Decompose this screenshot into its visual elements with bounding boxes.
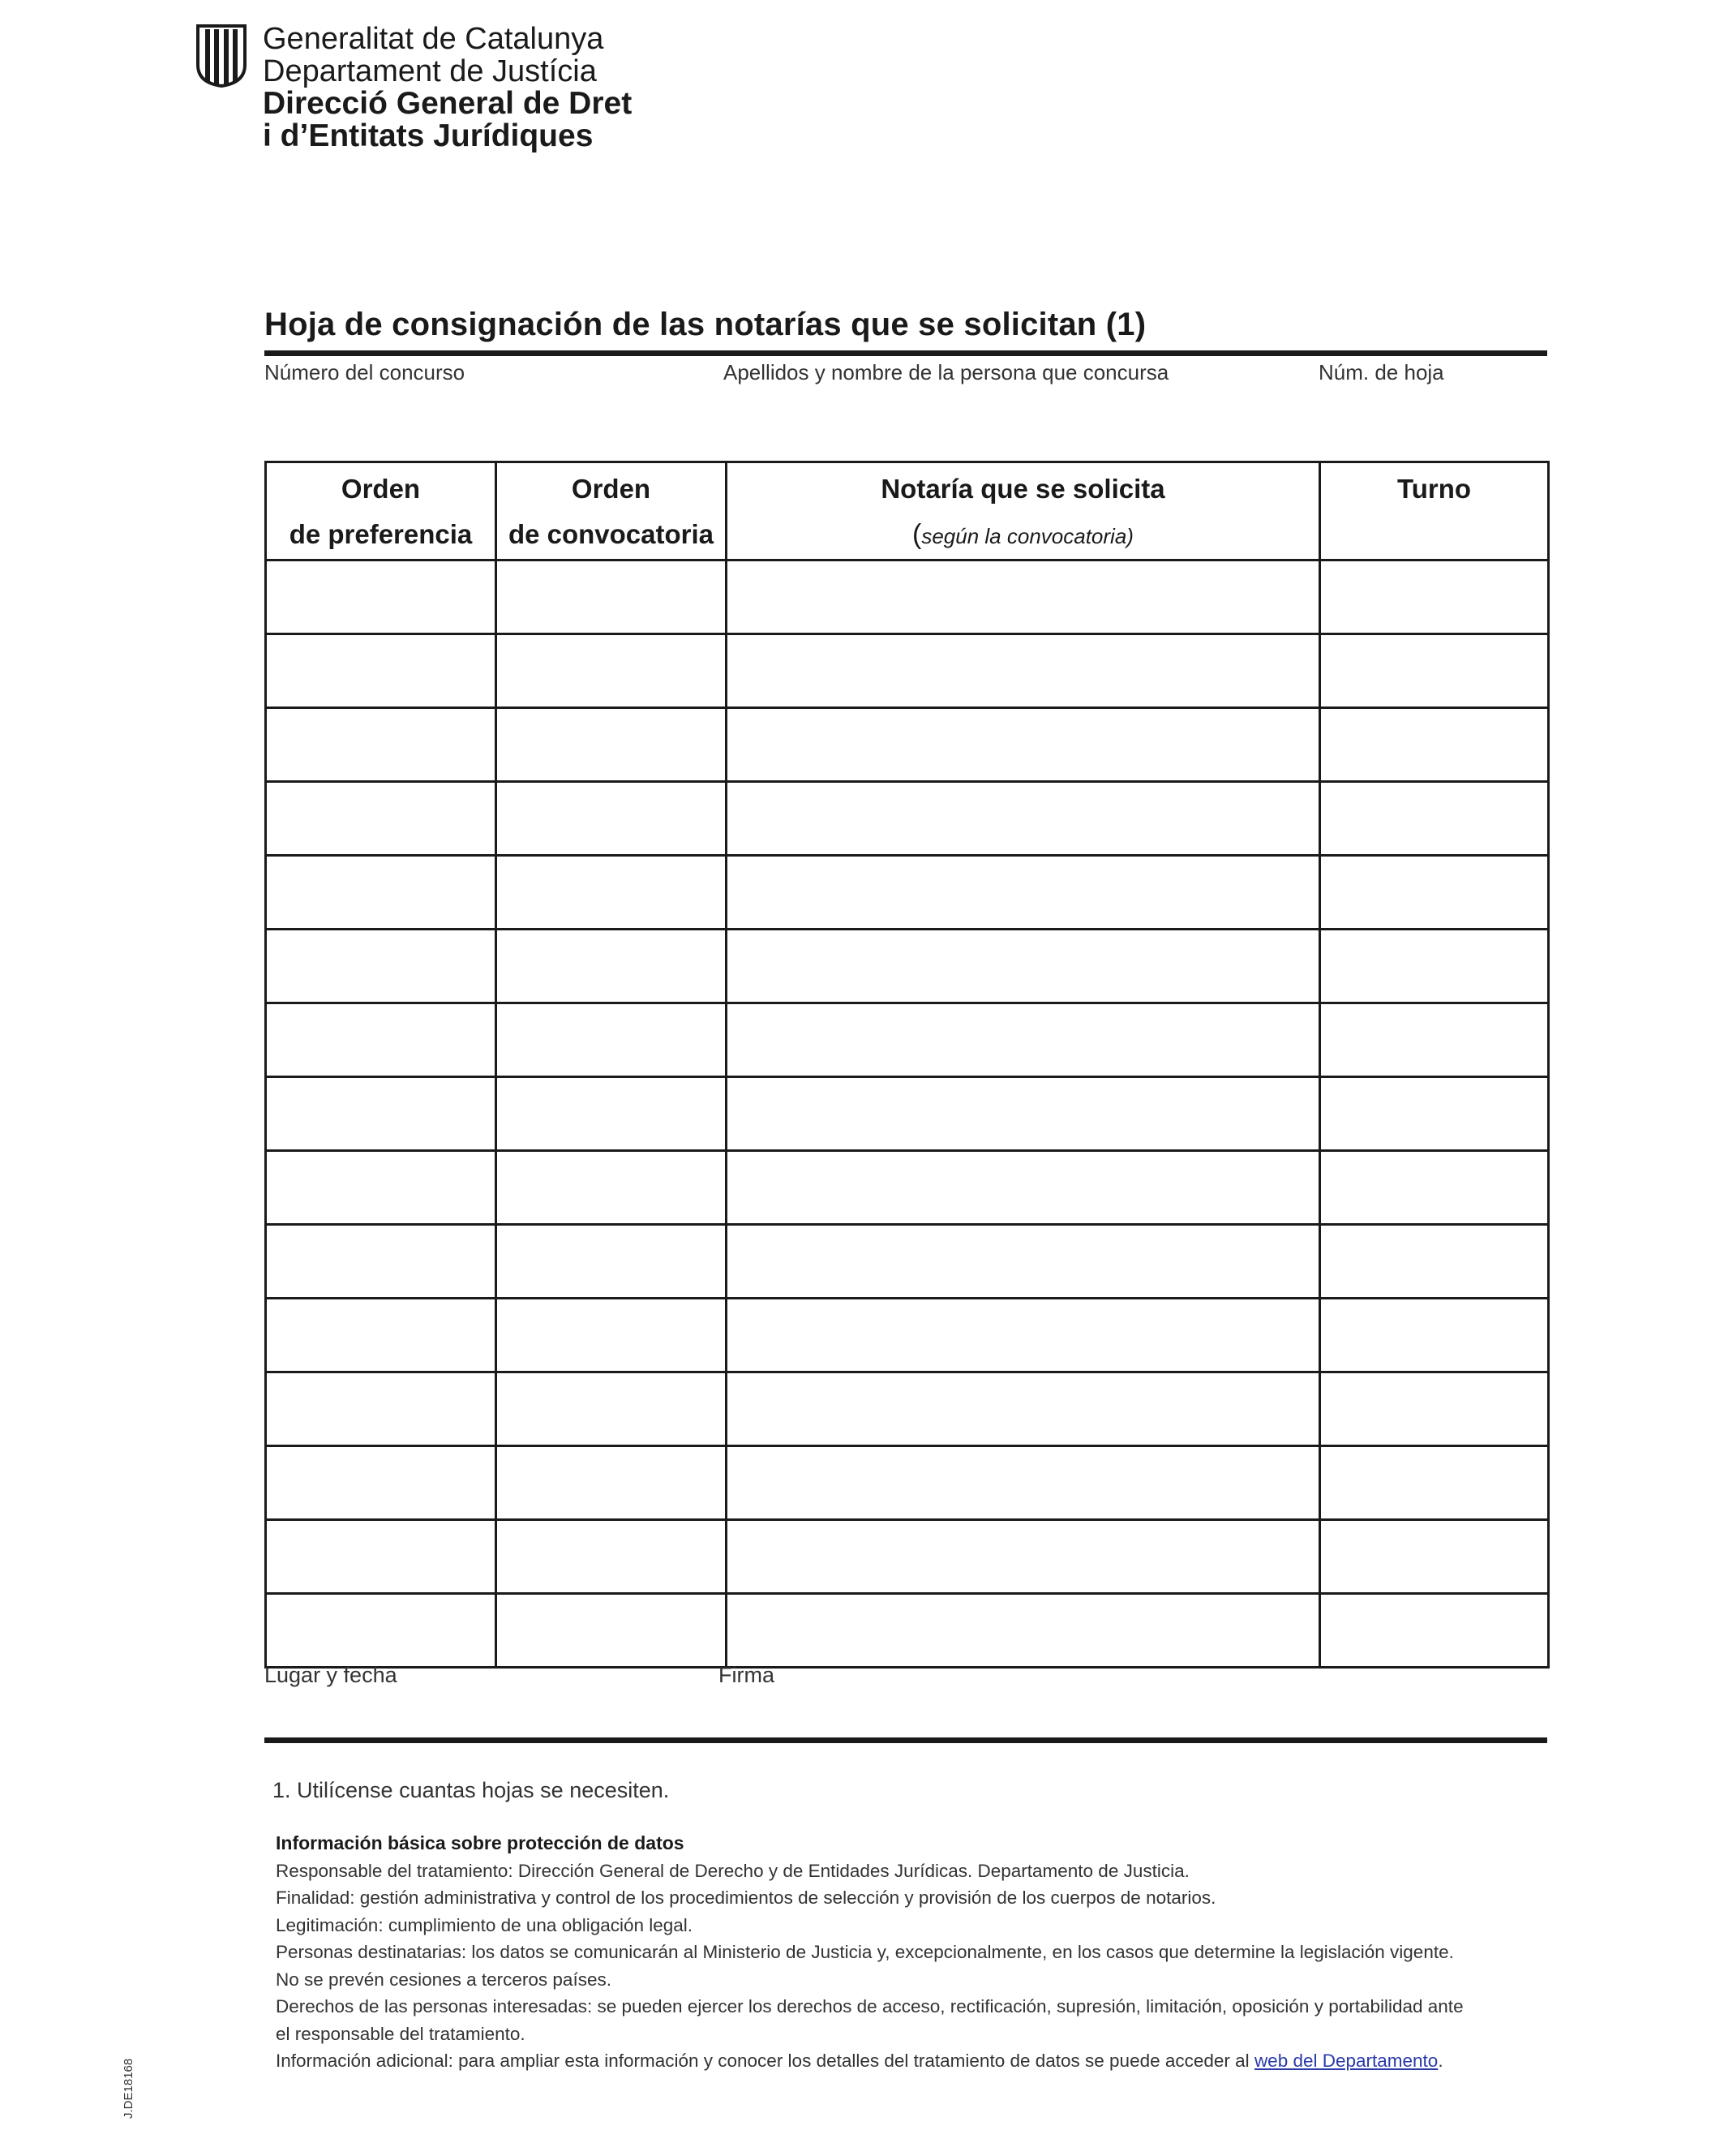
org-line-3: Direcció General de Dret	[263, 86, 633, 121]
footnote: 1. Utilícense cuantas hojas se necesiten.	[272, 1778, 670, 1802]
call-order-cell[interactable]	[496, 560, 727, 634]
privacy-title: Información básica sobre protección de datos	[276, 1832, 684, 1853]
org-line-4: i d’Entitats Jurídiques	[263, 118, 594, 153]
column-header-subtitle	[727, 512, 1319, 559]
shift-cell[interactable]	[1320, 1372, 1549, 1446]
call-order-cell[interactable]	[496, 1225, 727, 1299]
column-header-line: Orden	[341, 474, 421, 504]
notary-cell[interactable]	[727, 1003, 1320, 1077]
table-header-row	[266, 462, 1549, 560]
generalitat-logo-icon	[195, 23, 248, 88]
preference-order-cell[interactable]	[266, 1372, 496, 1446]
privacy-line: Derechos de las personas interesadas: se pueden ejercer los derechos de acceso, rectificación, supresión, limitación, oposición y portabilidad ante	[276, 1996, 1464, 2016]
preference-order-cell[interactable]	[266, 1520, 496, 1594]
table-row	[266, 634, 1549, 708]
notary-cell[interactable]	[727, 634, 1320, 708]
shift-cell[interactable]	[1320, 782, 1549, 856]
call-order-cell[interactable]	[496, 634, 727, 708]
table-row	[266, 856, 1549, 930]
shift-cell[interactable]	[1320, 708, 1549, 782]
column-header-line: Turno	[1396, 474, 1472, 504]
shift-cell[interactable]	[1320, 1594, 1549, 1668]
notary-cell[interactable]	[727, 1594, 1320, 1668]
call-order-cell[interactable]	[496, 1151, 727, 1225]
table-row	[266, 1520, 1549, 1594]
form-title: Hoja de consignación de las notarías que se solicitan (1)	[264, 307, 1147, 342]
column-header-line: Notaría que se solicita	[881, 474, 1165, 504]
applicant-name-label: Apellidos y nombre de la persona que concursa	[723, 360, 1169, 384]
privacy-additional-suffix: .	[1438, 2051, 1443, 2071]
notary-cell[interactable]	[727, 1077, 1320, 1151]
table-row	[266, 1594, 1549, 1668]
bottom-divider	[264, 1737, 1547, 1743]
preference-order-cell[interactable]	[266, 708, 496, 782]
call-order-cell[interactable]	[496, 708, 727, 782]
column-header-preference-order	[266, 462, 496, 560]
shift-cell[interactable]	[1320, 1151, 1549, 1225]
notary-cell[interactable]	[727, 1151, 1320, 1225]
notary-cell[interactable]	[727, 560, 1320, 634]
preference-order-cell[interactable]	[266, 1077, 496, 1151]
table-row	[266, 708, 1549, 782]
notary-cell[interactable]	[727, 856, 1320, 930]
notary-cell[interactable]	[727, 1225, 1320, 1299]
notary-cell[interactable]	[727, 930, 1320, 1003]
document-code: J.DE18168	[122, 2058, 135, 2119]
preference-order-cell[interactable]	[266, 1225, 496, 1299]
privacy-line: Legitimación: cumplimiento de una obligación legal.	[276, 1914, 693, 1935]
notary-cell[interactable]	[727, 708, 1320, 782]
column-header-line: de preferencia	[289, 519, 473, 549]
preference-order-cell[interactable]	[266, 1299, 496, 1372]
table-body	[266, 560, 1549, 1668]
call-order-cell[interactable]	[496, 1446, 727, 1520]
column-header-notary	[727, 462, 1320, 560]
column-header-call-order	[496, 462, 727, 560]
notary-cell[interactable]	[727, 1520, 1320, 1594]
privacy-line: Finalidad: gestión administrativa y control de los procedimientos de selección y provisión de los cuerpos de notarios.	[276, 1888, 1216, 1908]
call-order-cell[interactable]	[496, 1077, 727, 1151]
table-row	[266, 1372, 1549, 1446]
preference-order-cell[interactable]	[266, 856, 496, 930]
preference-order-cell[interactable]	[266, 560, 496, 634]
column-header-subtitle-text: según la convocatoria	[921, 524, 1127, 548]
table-row	[266, 1225, 1549, 1299]
preference-order-cell[interactable]	[266, 1151, 496, 1225]
call-order-cell[interactable]	[496, 1299, 727, 1372]
privacy-line: No se prevén cesiones a terceros países.	[276, 1969, 611, 1990]
shift-cell[interactable]	[1320, 856, 1549, 930]
shift-cell[interactable]	[1320, 1520, 1549, 1594]
open-paren: (	[912, 519, 922, 550]
title-divider	[264, 350, 1547, 356]
preference-order-cell[interactable]	[266, 1446, 496, 1520]
column-header-line: de convocatoria	[508, 519, 714, 549]
privacy-line: Personas destinatarias: los datos se comunicarán al Ministerio de Justicia y, excepcionalmente, en los casos que determine la legislación vigente.	[276, 1942, 1454, 1962]
table-row	[266, 1077, 1549, 1151]
sheet-number-label: Núm. de hoja	[1319, 360, 1444, 384]
preference-order-cell[interactable]	[266, 634, 496, 708]
call-order-cell[interactable]	[496, 1372, 727, 1446]
shift-cell[interactable]	[1320, 1077, 1549, 1151]
column-header-shift	[1320, 462, 1549, 560]
table-row	[266, 1003, 1549, 1077]
table-row	[266, 1151, 1549, 1225]
table-row	[266, 560, 1549, 634]
shift-cell[interactable]	[1320, 930, 1549, 1003]
signature-label: Firma	[718, 1663, 774, 1687]
privacy-line: Responsable del tratamiento: Dirección General de Derecho y de Entidades Jurídicas. Departamento de Justicia.	[276, 1860, 1190, 1881]
preference-order-cell[interactable]	[266, 1594, 496, 1668]
privacy-line: el responsable del tratamiento.	[276, 2023, 525, 2044]
call-order-cell[interactable]	[496, 782, 727, 856]
column-header-line: Orden	[571, 474, 651, 504]
shift-cell[interactable]	[1320, 1446, 1549, 1520]
contest-number-label: Número del concurso	[264, 360, 465, 384]
privacy-additional-text: Información adicional: para ampliar esta información y conocer los detalles del tratamiento de datos se puede acceder al	[276, 2051, 1254, 2071]
shift-cell[interactable]	[1320, 1225, 1549, 1299]
call-order-cell[interactable]	[496, 1520, 727, 1594]
notary-cell[interactable]	[727, 1299, 1320, 1372]
table-row	[266, 930, 1549, 1003]
organization-name	[263, 23, 632, 152]
preference-order-cell[interactable]	[266, 1003, 496, 1077]
close-paren: )	[1126, 524, 1134, 548]
notary-cell[interactable]	[727, 1372, 1320, 1446]
preference-order-cell[interactable]	[266, 782, 496, 856]
table-row	[266, 1446, 1549, 1520]
place-date-label: Lugar y fecha	[264, 1663, 397, 1687]
preference-order-cell[interactable]	[266, 930, 496, 1003]
table-row	[266, 1299, 1549, 1372]
notary-request-table	[264, 461, 1550, 1669]
org-line-1: Generalitat de Catalunya	[263, 22, 604, 56]
org-line-2: Departament de Justícia	[263, 54, 597, 88]
notary-cell[interactable]	[727, 1446, 1320, 1520]
shift-cell[interactable]	[1320, 1299, 1549, 1372]
table-row	[266, 782, 1549, 856]
call-order-cell[interactable]	[496, 930, 727, 1003]
shift-cell[interactable]	[1320, 634, 1549, 708]
privacy-notice	[276, 1830, 1541, 2075]
call-order-cell[interactable]	[496, 1003, 727, 1077]
shift-cell[interactable]	[1320, 1003, 1549, 1077]
notary-cell[interactable]	[727, 782, 1320, 856]
shift-cell[interactable]	[1320, 560, 1549, 634]
department-web-link[interactable]: web del Departamento	[1254, 2051, 1439, 2071]
privacy-line-additional	[276, 2047, 1541, 2075]
call-order-cell[interactable]	[496, 1594, 727, 1668]
call-order-cell[interactable]	[496, 856, 727, 930]
